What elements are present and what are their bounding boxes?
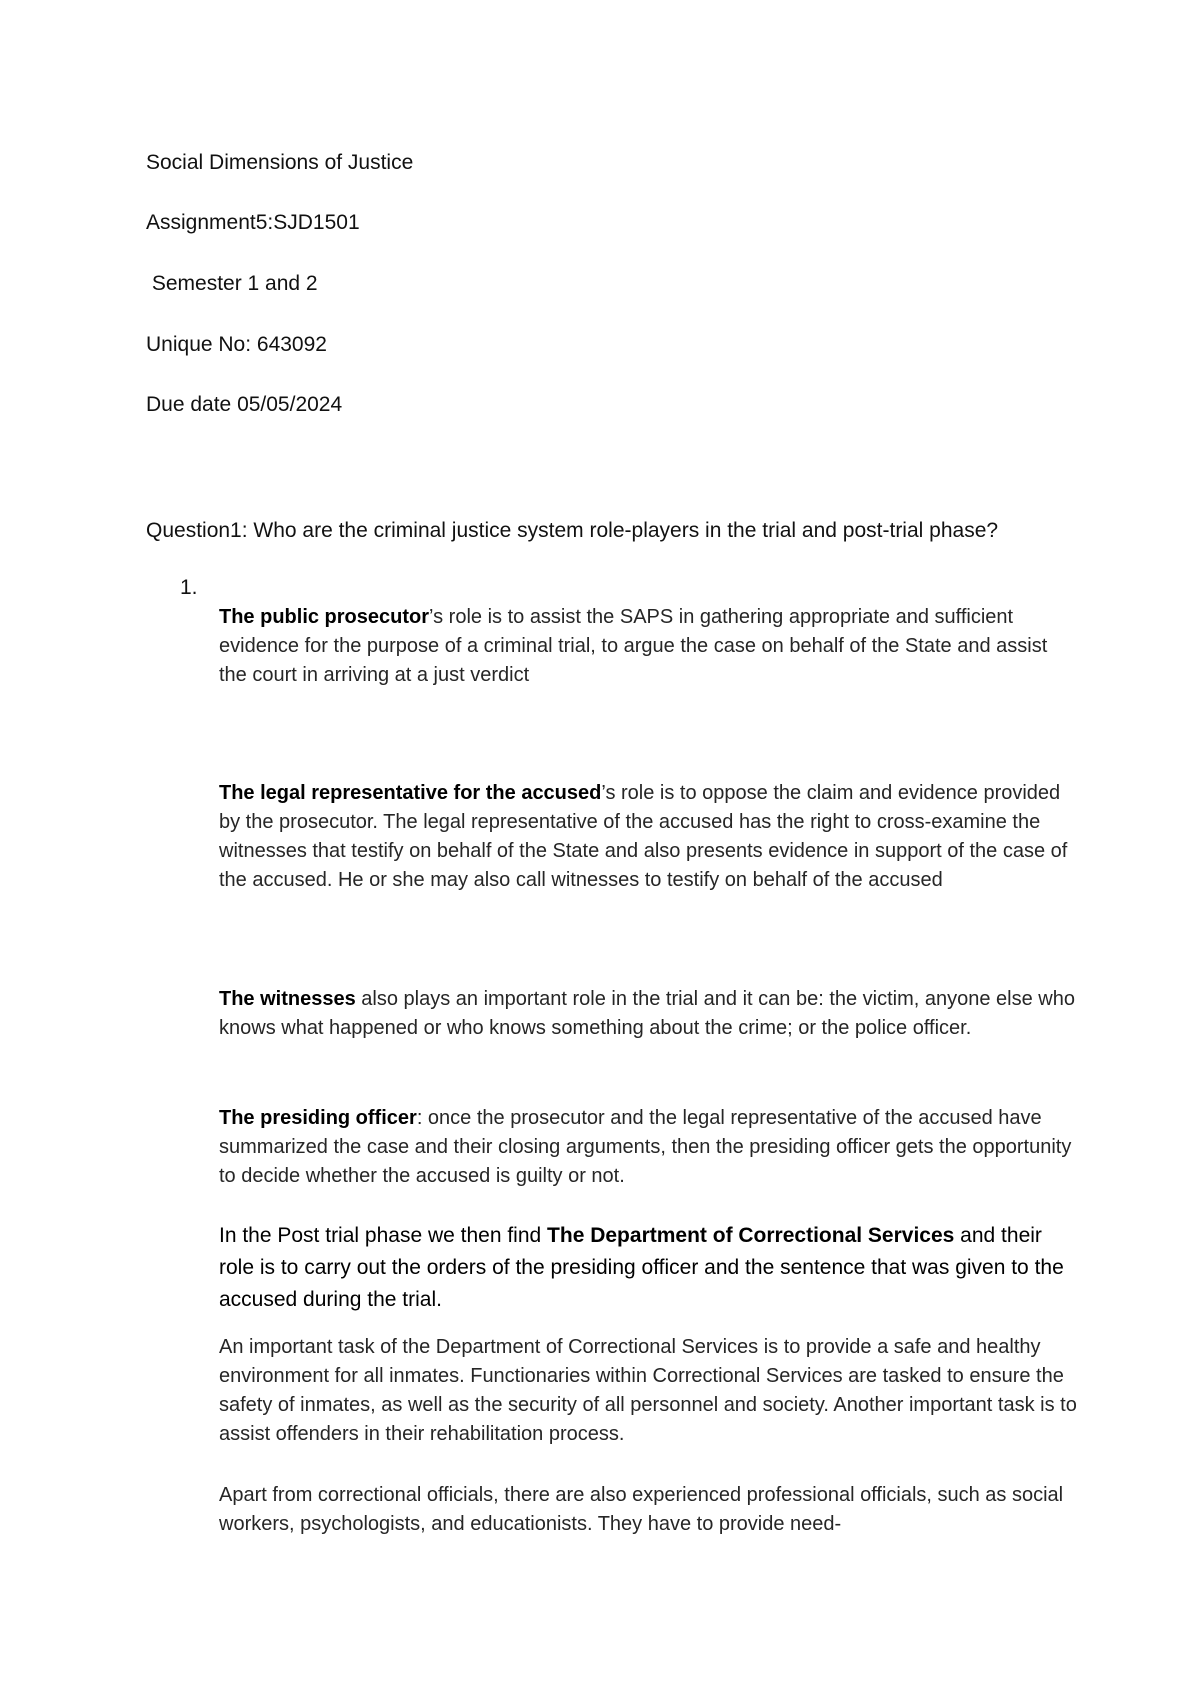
answer-legal-representative — [219, 779, 1079, 895]
answer-post-trial-text: and their role is to carry out the orders of the presiding officer and the sentence that was given to the accused during the trial. — [219, 1224, 1064, 1311]
due-date: Due date 05/05/2024 — [146, 393, 343, 416]
professionals-paragraph: Apart from correctional officials, there are also experienced professional officials, such as social workers, psychologists, and educationists. They have to provide need- — [219, 1484, 1064, 1535]
answer-legal-rep-text: ’s role is to oppose the claim and evidence provided by the prosecutor. The legal representative of the accused has the right to cross-examine the witnesses that testify on behalf of the State and also presents evidence in support of the case of the accused. He or she may also call witnesses to testify on behalf of the accused — [219, 782, 1068, 891]
semester-line: Semester 1 and 2 — [146, 272, 318, 295]
list-number: 1. — [180, 576, 198, 599]
answer-presiding-officer — [219, 1104, 1079, 1191]
answer-post-trial-term: The Department of Correctional Services — [547, 1224, 955, 1247]
answer-witnesses-text: also plays an important role in the trial and it can be: the victim, anyone else who knows what happened or who knows something about the crime; or the police officer. — [219, 988, 1075, 1039]
course-title: Social Dimensions of Justice — [146, 151, 414, 174]
unique-number: Unique No: 643092 — [146, 333, 327, 356]
answer-presiding-term: The presiding officer — [219, 1107, 417, 1129]
answer-prosecutor — [219, 603, 1079, 690]
answer-witnesses-term: The witnesses — [219, 988, 356, 1010]
answer-prosecutor-term: The public prosecutor — [219, 606, 430, 628]
question-heading: Question1: Who are the criminal justice system role-players in the trial and post-trial phase? — [146, 519, 999, 542]
assignment-code: Assignment5:SJD1501 — [146, 211, 360, 234]
answer-witnesses — [219, 985, 1079, 1043]
answer-prosecutor-text: ’s role is to assist the SAPS in gathering appropriate and sufficient evidence for the purpose of a criminal trial, to argue the case on behalf of the State and assist the court in arriving at a just verdict — [219, 606, 1048, 686]
answer-presiding-text: : once the prosecutor and the legal representative of the accused have summarized the case and their closing arguments, then the presiding officer gets the opportunity to decide whether the accused is guilty or not. — [219, 1107, 1072, 1187]
answer-post-trial-lead: In the Post trial phase we then find — [219, 1224, 548, 1247]
answer-post-trial — [219, 1220, 1079, 1316]
answer-legal-rep-term: The legal representative for the accused — [219, 782, 602, 804]
correctional-task-paragraph: An important task of the Department of Correctional Services is to provide a safe and healthy environment for all inmates. Functionaries within Correctional Services are tasked to ensure the safety of inmates, as well as the security of all personnel and society. Another important task is to assist offenders in their rehabilitation process. — [219, 1336, 1077, 1445]
